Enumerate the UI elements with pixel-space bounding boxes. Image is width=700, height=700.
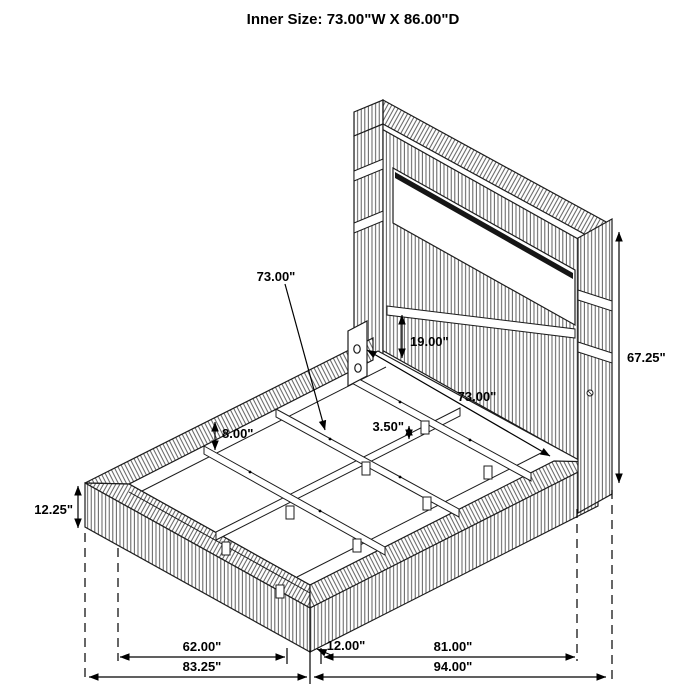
slat-foot-leg: [222, 542, 230, 555]
slat-foot-leg: [276, 585, 284, 598]
diagram-title: Inner Size: 73.00"W X 86.00"D: [246, 11, 460, 28]
slat-foot-leg: [421, 421, 429, 434]
dim-label-panel-gap: 19.00": [410, 334, 449, 349]
dim-label-corner-offset: 12.00": [326, 638, 366, 653]
bolt-hole: [354, 345, 360, 353]
dim-label-outer-depth: 94.00": [433, 659, 473, 674]
dim-label-base-height: 12.25": [34, 502, 73, 517]
dim-label-headboard-height: 67.25": [627, 350, 666, 365]
bolt-hole: [355, 364, 361, 372]
dim-label-slat-length: 73.00": [256, 269, 296, 284]
dim-label-rail-to-slat: 8.00": [222, 426, 254, 441]
dim-label-side-span: 81.00": [433, 639, 473, 654]
slat-foot-leg: [362, 462, 370, 475]
dim-label-inner-width: 73.00": [457, 389, 497, 404]
slat-foot-leg: [353, 539, 361, 552]
dim-label-foot-span: 62.00": [182, 639, 222, 654]
slat-foot-leg: [423, 497, 431, 510]
slat-foot-leg: [484, 466, 492, 479]
dim-label-slat-thickness: 3.50": [372, 419, 404, 434]
slat-foot-leg: [286, 506, 294, 519]
headboard-right-post-face: [578, 219, 612, 513]
headboard-right-post: [578, 219, 612, 513]
dim-label-outer-width: 83.25": [182, 659, 222, 674]
